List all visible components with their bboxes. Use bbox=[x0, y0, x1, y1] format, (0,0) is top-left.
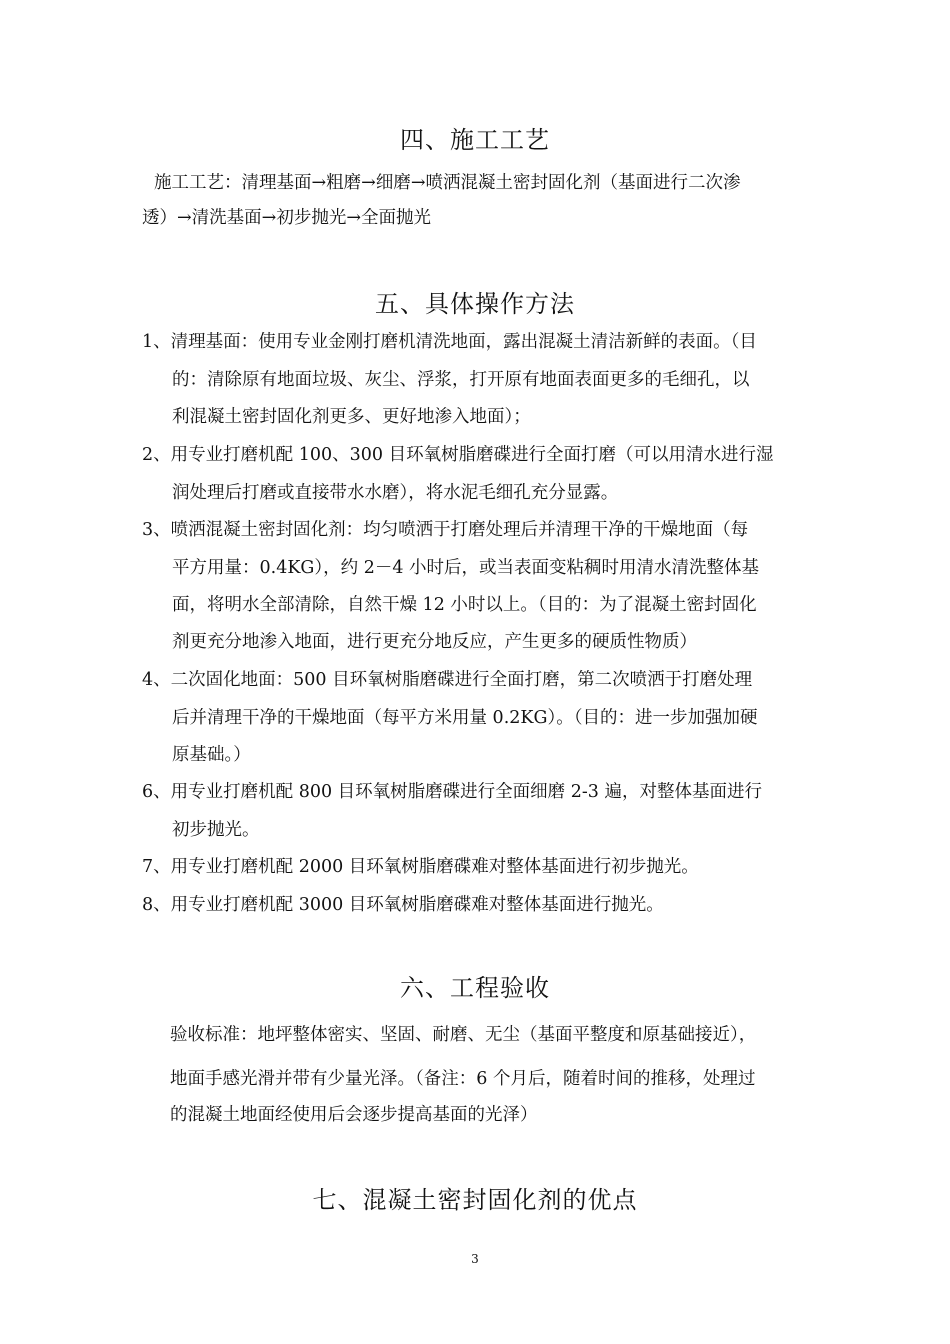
s5-line-8: 面，将明水全部清除，自然干燥 12 小时以上。（目的：为了混凝土密封固化 bbox=[172, 595, 757, 615]
s5-line-3: 利混凝土密封固化剂更多、更好地渗入地面）； bbox=[172, 407, 531, 427]
s5-line-2: 的：清除原有地面垃圾、灰尘、浮浆，打开原有地面表面更多的毛细孔，以 bbox=[172, 370, 750, 390]
s5-line-13: 6、用专业打磨机配 800 目环氧树脂磨碟进行全面细磨 2-3 遍，对整体基面进行 bbox=[142, 782, 762, 802]
page-number: 3 bbox=[471, 1252, 479, 1266]
s5-line-11: 后并清理干净的干燥地面（每平方米用量 0.2KG）。（目的：进一步加强加硬 bbox=[172, 708, 758, 728]
s4-line-1: 施工工艺：清理基面→粗磨→细磨→喷洒混凝土密封固化剂（基面进行二次渗 bbox=[154, 173, 741, 193]
s6-line-2: 地面手感光滑并带有少量光泽。（备注：6 个月后，随着时间的推移，处理过 bbox=[170, 1069, 756, 1089]
s5-line-5: 润处理后打磨或直接带水水磨），将水泥毛细孔充分显露。 bbox=[172, 483, 619, 503]
s5-line-4: 2、用专业打磨机配 100、300 目环氧树脂磨碟进行全面打磨（可以用清水进行湿 bbox=[142, 445, 774, 465]
s5-line-9: 剂更充分地渗入地面，进行更充分地反应，产生更多的硬质性物质） bbox=[172, 632, 697, 652]
s5-line-12: 原基础。） bbox=[172, 745, 251, 765]
s6-line-1: 验收标准：地坪整体密实、坚固、耐磨、无尘（基面平整度和原基础接近）， bbox=[170, 1025, 757, 1045]
s5-line-1: 1、清理基面：使用专业金刚打磨机清洗地面，露出混凝土清洁新鲜的表面。（目 bbox=[142, 332, 757, 352]
section-5-heading: 五、具体操作方法 bbox=[375, 290, 575, 318]
s4-line-2: 透）→清洗基面→初步抛光→全面抛光 bbox=[142, 208, 431, 228]
s5-line-15: 7、用专业打磨机配 2000 目环氧树脂磨碟难对整体基面进行初步抛光。 bbox=[142, 857, 699, 877]
s5-line-14: 初步抛光。 bbox=[172, 820, 260, 840]
section-4-heading: 四、施工工艺 bbox=[400, 126, 550, 154]
section-6-heading: 六、工程验收 bbox=[400, 974, 550, 1002]
s5-line-10: 4、二次固化地面：500 目环氧树脂磨碟进行全面打磨，第二次喷洒于打磨处理 bbox=[142, 670, 753, 690]
s5-line-6: 3、喷洒混凝土密封固化剂：均匀喷洒于打磨处理后并清理干净的干燥地面（每 bbox=[142, 520, 749, 540]
s6-line-3: 的混凝土地面经使用后会逐步提高基面的光泽） bbox=[170, 1105, 538, 1125]
section-7-heading: 七、混凝土密封固化剂的优点 bbox=[312, 1186, 638, 1214]
s5-line-16: 8、用专业打磨机配 3000 目环氧树脂磨碟难对整体基面进行抛光。 bbox=[142, 895, 664, 915]
s5-line-7: 平方用量：0.4KG），约 2－4 小时后，或当表面变粘稠时用清水清洗整体基 bbox=[172, 558, 760, 578]
